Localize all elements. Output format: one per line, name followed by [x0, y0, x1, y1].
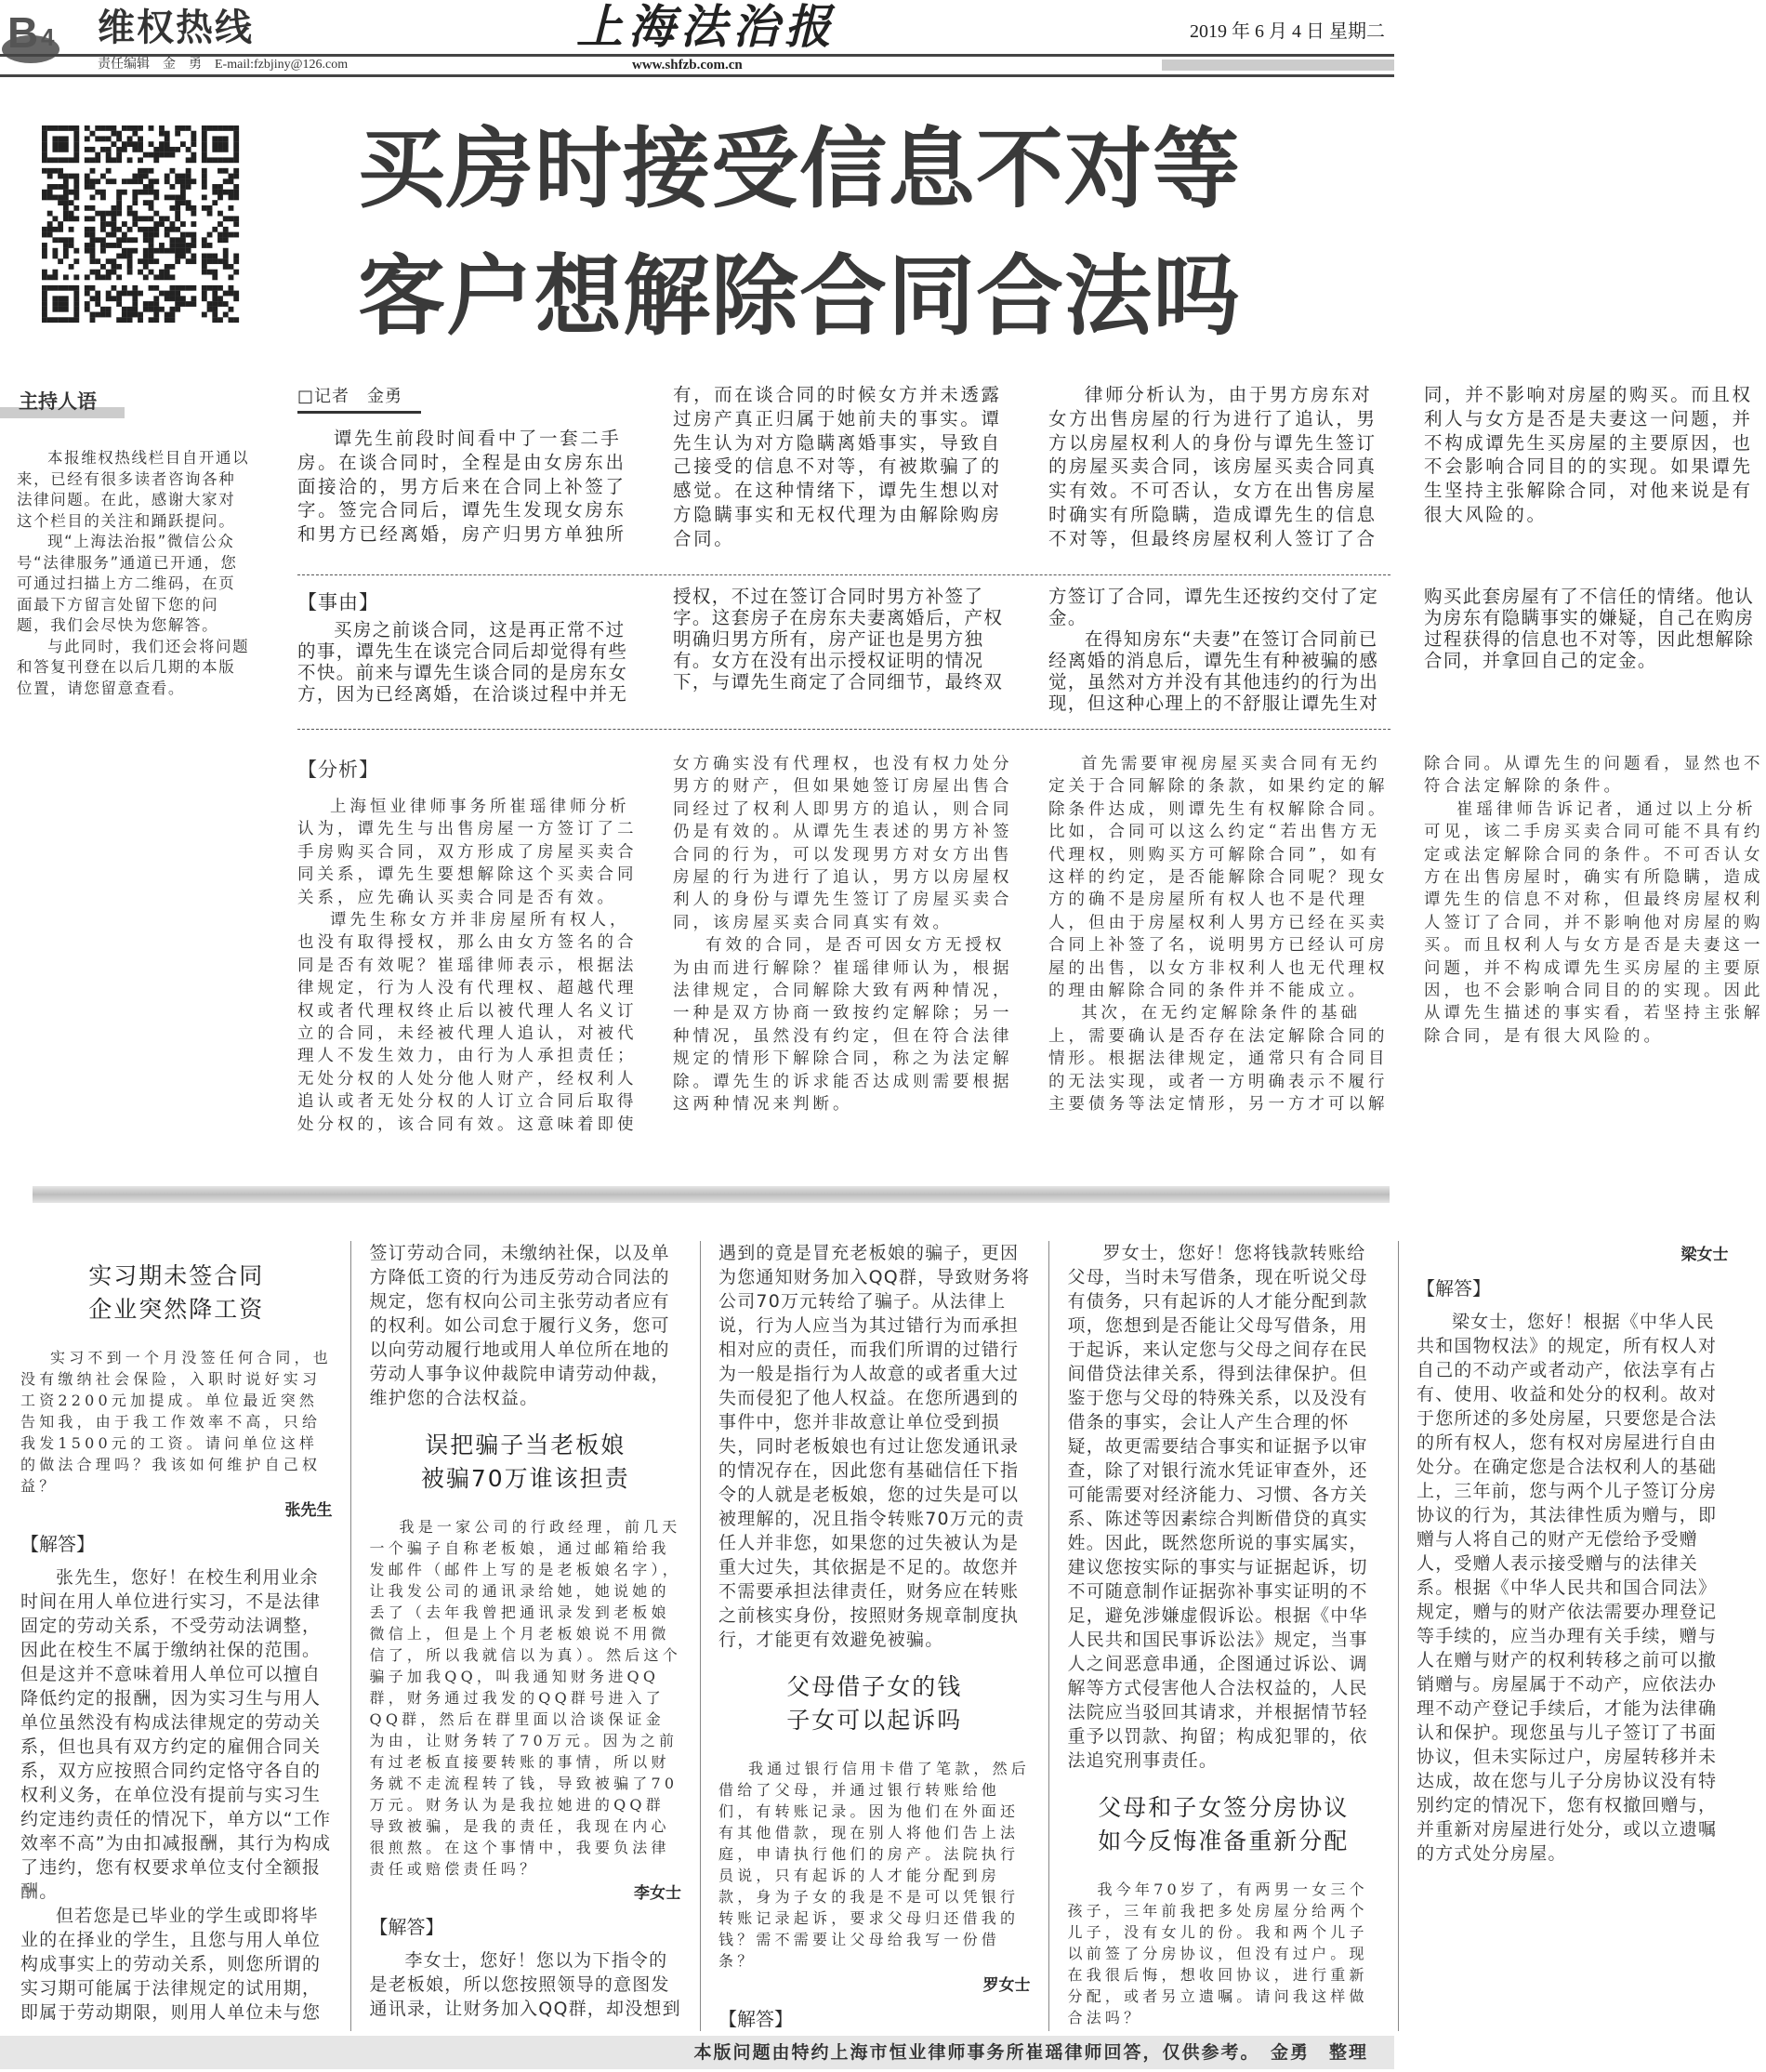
- paragraph: 买房之前谈合同，这是再正常不过的事，谭先生在谈完合同后却觉得有些不快。前来与谭先生谈合同的是房东女方，因为已经离婚，在洽谈过程中并无授权，不过在签订合同时男方补签了字。这套房子在房东夫妻离婚后，产权明确归男方所有，房产证也是男方独有。女方在没有出示授权证明的情况下，与谭先生商定了合同细节，最终双方签订了合同，谭先生还按约交付了定金。: [297, 586, 1379, 705]
- qa-title-line: 被骗70万谁该担责: [420, 1465, 630, 1492]
- host-body: [17, 448, 251, 699]
- qa-title-line: 误把骗子当老板娘: [425, 1432, 626, 1458]
- paragraph: 首先需要审视房屋买卖合同有无约定关于合同解除的条款，如果约定的解除条件达成，则谭先生有权解除合同。比如，合同可以这么约定“若出售方无代理权，则购买方可解除合同”，如有这样的约定，是否能解除合同呢？现女方的确不是房屋所有权人也不是代理人，但由于房屋权利人男方已经在买卖合同上补签了名，说明男方已经认可房屋的出售，以女方非权利人也无代理权的理由解除合同的条件并不能成立。: [1048, 755, 1389, 1001]
- paragraph: 现“上海法治报”微信公众号“法律服务”通道已开通，您可通过扫描上方二维码，在页面最下方留言处留下您的问题，我们会尽快为您解答。: [17, 533, 238, 634]
- headline-line-1: 买房时接受信息不对等: [358, 119, 1242, 220]
- byline: □记者 金勇: [297, 383, 421, 414]
- issue-date: 2019 年 6 月 4 日 星期二: [1190, 21, 1385, 42]
- article-intro: [297, 383, 1753, 569]
- paragraph: 本报维权热线栏目自开通以来，已经有很多读者咨询各种法律问题。在此，感谢大家对这个栏目的关注和踊跃提问。: [17, 449, 250, 530]
- section-title: 维权热线: [98, 7, 254, 49]
- paragraph: 谭先生称女方并非房屋所有权人，也没有取得授权，那么由女方签名的合同是否有效呢？崔瑶律师表示，根据法律规定，行为人没有代理权、超越代理权或者代理权终止后以被代理人名义订立的合同，未经被代理人追认，对被代理人不发生效力，由行为人承担责任；无处分权的人处分他人财产，经权利人追认或者无处分权的人订立合同后取得处分权的，该合同有效。这意味着即使女方确实没有代理权，也没有权力处分男方的财产，但如果她签订房屋出售合同经过了权利人即男方的追认，则合同仍是有效的。从谭先生表述的男方补签合同的行为，可以发现男方对女方出售房屋的行为进行了追认，男方以房屋权利人的身份与谭先生签订了房屋买卖合同，该房屋买卖合同真实有效。: [297, 755, 1013, 1134]
- paragraph: 崔瑶律师告诉记者，通过以上分析可见，该二手房买卖合同可能不具有约定或法定解除合同的条件。不可否认女方在出售房屋时，确实有所隐瞒，造成谭先生的信息不对称，但最终房屋权利人签订了合同，并不影响他对房屋的购买。而且权利人与女方是否是夫妻这一问题，并不构成谭先生买房屋的主要原因，也不会影响合同目的的实现。因此从谭先生描述的事实看，若坚持主张解除合同，是有很大风险的。: [1424, 799, 1764, 1046]
- header-gray-bar: [1162, 59, 1394, 71]
- intro-paragraphs: [297, 383, 1766, 569]
- qa-answer-heading: 【解答】: [1417, 1277, 1491, 1300]
- paragraph: 谭先生前段时间看中了一套二手房。在谈合同时，全程是由女房东出面接洽的，男方后来在合同上补签了字。签完合同后，谭先生发现女房东和男方已经离婚，房产归男方单独所有，而在谈合同的时候女方并未透露过房产真正归属于她前夫的事实。谭先生认为对方隐瞒离婚事实，导致自己接受的信息不对等，有被欺骗了的感觉。在这种情绪下，谭先生想以对方隐瞒事实和无权代理为由解除购房合同。: [297, 384, 1002, 549]
- footer-note: 本版问题由特约上海市恒业律师事务所崔瑶律师回答，仅供参考。 金勇 整理: [693, 2042, 1368, 2063]
- qa-answer-paragraph: 罗女士，您好！您将钱款转账给父母，当时未写借条，现在听说父母有债务，只有起诉的人才能分配到款项，您想到是否能让父母写借条，用于起诉，来认定您与父母之间存在民间借贷法律关系，得到法律保护。但鉴于您与父母的特殊关系，以及没有借条的事实，会让人产生合理的怀疑，故更需要结合事实和证据予以审查，除了对银行流水凭证审查外，还可能需要对经济能力、习惯、各方关系、陈述等因素综合判断借贷的真实姓。因此，既然您所说的事实属实，建议您按实际的事实与证据起诉，切不可随意制作证据弥补事实证明的不足，避免涉嫌虚假诉讼。根据《中华人民共和国民事诉讼法》规定，当事人之间恶意串通，企图通过诉讼、调解等方式侵害他人合法权益的，人民法院应当驳回其请求，并根据情节轻重予以罚款、拘留；构成犯罪的，依法追究刑事责任。: [1067, 1243, 1368, 1771]
- paragraph: 在得知房东“夫妻”在签订合同前已经离婚的消息后，谭先生有种被骗的感觉，虽然对方并没有其他违约的行为出现，但这种心理上的不舒服让谭先生对购买此套房屋有了不信任的情绪。他认为房东有隐瞒事实的嫌疑，自己在购房过程获得的信息也不对等，因此想解除合同，并拿回自己的定金。: [1048, 586, 1755, 714]
- paragraph: 上海恒业律师事务所崔瑶律师分析认为，谭先生与出售房屋一方签订了二手房购买合同，双方形成了房屋买卖合同关系，谭先生要想解除这个买卖合同关系，应先确认买卖合同是否有效。: [297, 798, 638, 907]
- qa-title-line: 实习期未签合同: [88, 1262, 265, 1289]
- qa-question: 我是一家公司的行政经理，前几天一个骗子自称老板娘，通过邮箱给我发邮件（邮件上写的是老板娘名字），让我发公司的通讯录给她，她说她的丢了（去年我曾把通讯录发到老板娘微信上，但是上个月老板娘说不用微信了，所以我就信以为真）。然后这个骗子加我QQ，叫我通知财务进QQ群，财务通过我发的QQ群号进入了QQ群，然后在群里面以洽谈保证金为由，让财务转了70万元。因为之前有过老板直接要转账的事情，所以财务就不走流程转了钱，导致被骗了70万元。财务认为是我拉她进的QQ群导致被骗，是我的责任，我现在内心很煎熬。在这个事情中，我要负法律责任或赔偿责任吗？: [369, 1518, 681, 1878]
- qa-title: [20, 1260, 333, 1326]
- article-reason-section: [297, 586, 1755, 720]
- paragraph: 律师分析认为，由于男方房东对女方出售房屋的行为进行了追认，男方以房屋权利人的身份与谭先生签订的房屋买卖合同，该房屋买卖合同真实有效。不可否认，女方在出售房屋时确实有所隐瞒，造成谭先生的信息不对等，但最终房屋权利人签订了合同，并不影响对房屋的购买。而且权利人与女方是否是夫妻这一问题，并不构成谭先生买房屋的主要原因，也不会影响合同目的的实现。如果谭先生坚持主张解除合同，对他来说是有很大风险的。: [1048, 384, 1753, 549]
- qa-title: [718, 1670, 1031, 1737]
- qa-title-line: 父母借子女的钱: [786, 1673, 963, 1700]
- qa-answer-heading: 【解答】: [20, 1533, 95, 1555]
- newspaper-masthead: 上海法治报: [576, 0, 837, 54]
- qa-answer-paragraph: 梁女士，您好！根据《中华人民共和国物权法》的规定，所有权人对自己的不动产或者动产，依法享有占有、使用、收益和处分的权利。故对于您所述的多处房屋，只要您是合法的所有权人，您有权对房屋进行自由处分。在确定您是合法权利人的基础上，三年前，您与两个儿子签订分房协议的行为，其法律性质为赠与，即赠与人将自己的财产无偿给予受赠人，受赠人表示接受赠与的法律关系。根据《中华人民共和国合同法》规定，赠与的财产依法需要办理登记等手续的，应当办理有关手续，赠与人在赠与财产的权利转移之前可以撤销赠与。房屋属于不动产，应依法办理不动产登记手续后，才能为法律确认和保护。现您虽与儿子签订了书面协议，但未实际过户，房屋转移并未达成，故在您与儿子分房协议没有特别约定的情况下，您有权撤回赠与，并重新对房屋进行处分，或以立遗嘱的方式处分房屋。: [1417, 1312, 1718, 1864]
- reason-heading: 【事由】: [297, 591, 379, 614]
- analysis-paragraphs: [297, 753, 1766, 1153]
- qa-answer-paragraph: 但若您是已毕业的学生或即将毕业的在择业的学生，且您与用人单位构成事实上的劳动关系，则您所谓的实习期可能属于法律规定的试用期，即属于劳动期限，则用人单位未与您签订劳动合同，未缴纳社保，以及单方降低工资的行为违反劳动合同法的规定，您有权向公司主张劳动者应有的权利。如公司怠于履行义务，您可以向劳动履行地或用人单位所在地的劳动人事争议仲裁院申请劳动仲裁，维护您的合法权益。: [20, 1243, 670, 2023]
- qa-title-line: 子女可以起诉吗: [786, 1707, 963, 1734]
- qa-title-line: 企业突然降工资: [88, 1296, 265, 1323]
- paragraph: 有效的合同，是否可因女方无授权为由而进行解除？崔瑶律师认为，根据法律规定，合同解除大致有两种情况，一种是双方协商一致按约定解除；另一种情况，虽然没有约定，但在符合法律规定的情形下解除合同，称之为法定解除。谭先生的诉求能否达成则需要根据这两种情况来判断。: [673, 936, 1013, 1115]
- editor-line: 责任编辑 金 勇 E-mail:fzbjiny@126.com: [98, 58, 349, 72]
- qa-signer: 张先生: [284, 1501, 333, 1520]
- article-analysis-section: [297, 753, 1764, 1153]
- qa-title-line: 如今反悔准备重新分配: [1098, 1828, 1350, 1854]
- page-letter: B: [7, 8, 39, 57]
- footer-bar: [0, 2036, 1394, 2069]
- paragraph: 其次，在无约定解除条件的基础上，需要确认是否存在法定解除合同的情形。根据法律规定，通常只有合同目的无法实现，或者一方明确表示不履行主要债务等法定情形，另一方才可以解除合同。从谭先生的问题看，显然也不符合法定解除的条件。: [1048, 755, 1764, 1115]
- header-bottom-rule: [0, 74, 1394, 77]
- qa-section: [20, 1241, 1729, 2031]
- qa-answer-paragraph: 李女士，您好！您以为下指令的是老板娘，所以您按照领导的意图发通讯录，让财务加入QQ群，却没想到遇到的竟是冒充老板娘的骗子，更因为您通知财务加入QQ群，导致财务将公司70万元转给了骗子。从法律上说，行为人应当为其过错行为而承担相对应的责任，而我们所谓的过错行为一般是指行为人故意的或者重大过失而侵犯了他人权益。在您所遇到的事件中，您并非故意让单位受到损失，同时老板娘也有过让您发通讯录的情况存在，因此您有基础信任下指令的人就是老板娘，您的过失是可以被理解的，况且指令转账70万元的责任人并非您，如果您的过失被认为是重大过失，其依据是不足的。故您并不需要承担法律责任，财务应在转账之前核实身份，按照财务规章制度执行，才能更有效避免被骗。: [369, 1243, 1031, 2019]
- qa-signer: 梁女士: [1680, 1246, 1729, 1264]
- qa-title: [1068, 1791, 1380, 1858]
- qa-signer: 罗女士: [982, 1976, 1031, 1995]
- section-separator-band: [33, 1186, 1390, 1203]
- qa-question: 实习不到一个月没签任何合同，也没有缴纳社会保险，入职时说好实习工资2200元加提成。单位最近突然告知我，由于我工作效率不高，只给我发1500元的工资。请问单位这样的做法合理吗？我该如何维护自己权益？: [20, 1349, 333, 1495]
- qa-answer-paragraph: 张先生，您好！在校生利用业余时间在用人单位进行实习，不是法律固定的劳动关系，不受劳动法调整，因此在校生不属于缴纳社保的范围。但是这并不意味着用人单位可以擅自降低约定的报酬，因为实习生与用人单位虽然没有构成法律规定的劳动关系，但也具有双方约定的雇佣合同关系，双方应按照合同约定恪守各自的权利义务，在单位没有提前与实习生约定违约责任的情况下，单方以“工作效率不高”为由扣减报酬，其行为构成了违约，您有权要求单位支付全额报酬。: [20, 1567, 332, 1902]
- qa-question: 我今年70岁了，有两男一女三个孩子，三年前我把多处房屋分给两个儿子，没有女儿的份。我和两个儿子以前签了分房协议，但没有过户。现在我很后悔，想收回协议，进行重新分配，或者另立遗嘱。请问我这样做合法吗？: [1067, 1881, 1368, 2026]
- qa-title: [370, 1429, 682, 1496]
- qa-signer: 李女士: [634, 1884, 681, 1903]
- analysis-heading: 【分析】: [297, 759, 379, 781]
- dashed-divider: [297, 729, 1390, 730]
- qa-answer-heading: 【解答】: [718, 2008, 793, 2030]
- dashed-divider: [297, 574, 1390, 575]
- headline-line-2: 客户想解除合同合法吗: [358, 246, 1242, 348]
- paragraph: 与此同时，我们还会将问题和答复刊登在以后几期的本版位置，请您留意查看。: [17, 637, 250, 697]
- website-link[interactable]: www.shfzb.com.cn: [632, 58, 743, 73]
- qa-question: 我通过银行信用卡借了笔款，然后借给了父母，并通过银行转账给他们，有转账记录。因为他们在外面还有其他借款，现在别人将他们告上法庭，申请执行他们的房产。法院执行员说，只有起诉的人才能分配到房款，身为子女的我是不是可以凭银行转账记录起诉，要求父母归还借我的钱？需不需要让父母给我写一份借条？: [718, 1760, 1031, 1970]
- qa-answer-heading: 【解答】: [369, 1916, 444, 1938]
- page-number: 4: [41, 23, 55, 51]
- host-title: 主持人语: [19, 390, 97, 413]
- qr-code[interactable]: [42, 125, 239, 323]
- qa-title-line: 父母和子女签分房协议: [1098, 1794, 1350, 1821]
